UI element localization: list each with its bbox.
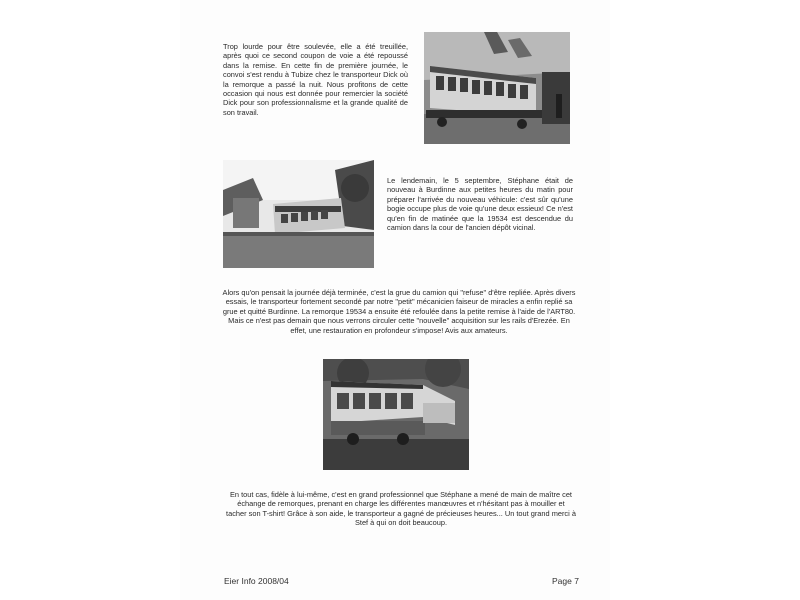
tram-on-truck-photo	[424, 32, 570, 144]
tram-closeup-icon	[323, 359, 469, 470]
paragraph-3: Alors qu'on pensait la journée déjà terminée, c'est la grue du camion qui "refuse" d'être repliée. Après divers essais, le transporteur fortement secondé par notre "petit" mécanicien faiseur de miracles a enfin replié sa grue et quitté Burdinne. La remorque 19534 a ensuite été refoulée dans la petite remise à l'aide de l'ART80. Mais ce n'est pas demain que nous verrons circuler cette "nouvelle" acquisition sur les rails d'Erezée. En effet, une restauration en profondeur s'impose! Avis aux amateurs.	[222, 288, 576, 335]
paragraph-1: Trop lourde pour être soulevée, elle a été treuillée, après quoi ce second coupon de voie a été repoussé dans la remise. En cette fin de première journée, le convoi s'est rendu à Tubize chez le transporteur Dick où la remorque a passé la nuit. Nous profitons de cette occasion qui nous est donnée pour remercier la société Dick pour son professionnalisme et la grande qualité de son travail.	[223, 42, 408, 117]
tram-closeup-photo	[323, 359, 469, 470]
tram-on-truck-icon	[424, 32, 570, 144]
tram-in-yard-photo	[223, 160, 374, 268]
paragraph-2: Le lendemain, le 5 septembre, Stéphane était de nouveau à Burdinne aux petites heures du matin pour préparer l'arrivée du nouveau véhicule: c'est sûr qu'une bogie occupe plus de voie qu'une deux essieux! Ce n'est qu'en fin de matinée que la 19534 est descendue du camion dans la cour de l'ancien dépôt vicinal.	[387, 176, 573, 233]
footer-publication: Eier Info 2008/04	[224, 576, 289, 586]
paragraph-4: En tout cas, fidèle à lui-même, c'est en grand professionnel que Stéphane a mené de main de maître cet échange de remorques, prenant en charge les différentes manœuvres et n'hésitant pas à mouiller et tacher son T-shirt! Grâce à son aide, le transporteur a gagné de précieuses heures... Un tout grand merci à Stef à qui on doit beaucoup.	[226, 490, 576, 528]
tram-in-yard-icon	[223, 160, 374, 268]
footer-page-number: Page 7	[552, 576, 579, 586]
